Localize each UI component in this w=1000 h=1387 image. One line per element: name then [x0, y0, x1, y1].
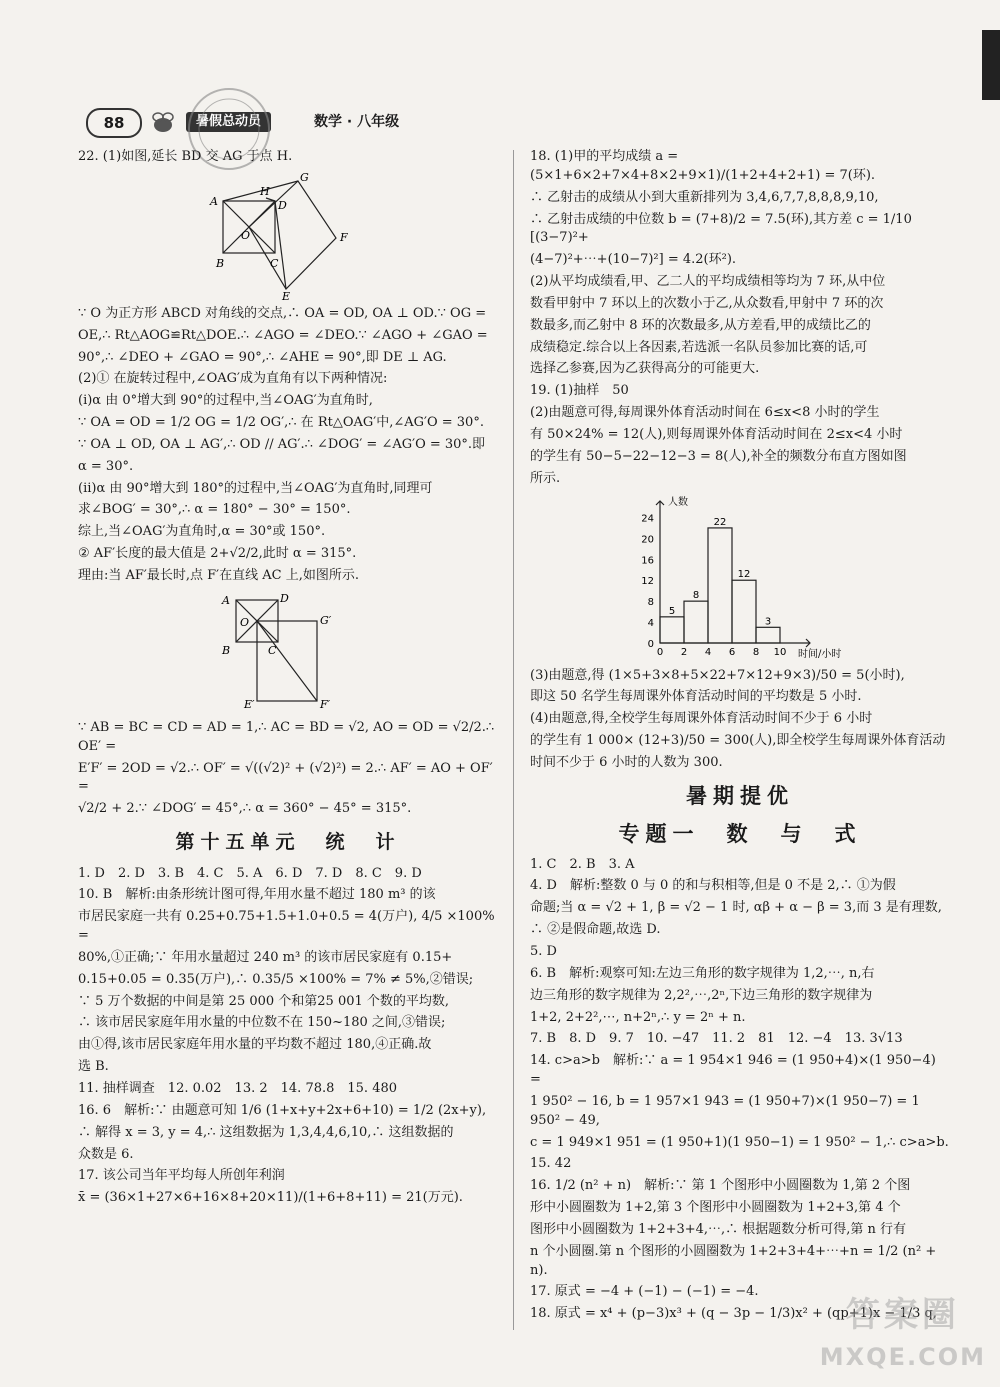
- left-column: [78, 148, 498, 1211]
- answer-line-14: 17. 该公司当年平均每人所创年利润: [78, 1168, 285, 1184]
- answer-line-9: 选 B.: [78, 1059, 109, 1075]
- q19-tail-1: (3)由题意,得 (1×5+3×8+5×22+7×12+9×3)/50 = 5(小时),: [530, 667, 905, 683]
- q19-tail-5: 时间不少于 6 小时的人数为 300.: [530, 754, 723, 770]
- histogram-bar: [732, 580, 756, 643]
- topic-answer-18: 17. 原式 = −4 + (−1) − (−1) = −4.: [530, 1284, 759, 1300]
- q18-line-5: (2)从平均成绩看,甲、乙二人的平均成绩相等均为 7 环,从中位: [530, 274, 886, 290]
- x-tick-label: 0: [656, 646, 664, 658]
- q19-line-2: (2)由题意可得,每周课外体育活动时间在 6≤x<8 小时的学生: [530, 405, 880, 421]
- topic-answer-5: 5. D: [530, 943, 557, 959]
- topic-answer-2: 4. D 解析:整数 0 与 0 的和与积相等,但是 0 不是 2,∴ ①为假: [530, 878, 896, 894]
- y-tick-label: 24: [641, 512, 654, 524]
- q18-line-1: 18. (1)甲的平均成绩 a = (5×1+6×2+7×4+8×2+9×1)/(1+2+4+2+1) = 7(环).: [530, 149, 876, 183]
- q22-line-6: ∵ OA = OD = 1/2 OG = 1/2 OG′,∴ 在 Rt△OAG′中,∠AG′O = 30°.: [78, 415, 484, 431]
- answer-line-8: 由①得,该市居民家庭年用水量的平均数不超过 180,④正确.故: [78, 1037, 432, 1053]
- topic-answer-17: n 个小圆圈.第 n 个图形的小圆圈数为 1+2+3+4+⋯+n = 1/2 (n² + n).: [530, 1243, 941, 1278]
- fig2-label-f: F′: [320, 697, 331, 711]
- q18-line-4: (4−7)²+⋯+(10−7)²] = 4.2(环²).: [530, 252, 737, 268]
- unit-title: 第十五单元 统 计: [175, 831, 401, 854]
- topic-answer-4: ∴ ②是假命题,故选 D.: [530, 922, 661, 938]
- section-title: 暑期提优: [686, 783, 794, 808]
- q22-line-9: (ⅱ)α 由 90°增大到 180°的过程中,当∠OAG′为直角时,同理可: [78, 480, 433, 496]
- x-tick-label: 8: [752, 646, 760, 658]
- fig2-label-e: E′: [244, 697, 255, 711]
- fig1-label-e: E: [282, 289, 291, 301]
- q19-line-3: 有 50×24% = 12(人),则每周课外体育活动时间在 2≤x<4 小时: [530, 426, 903, 442]
- q18-line-6: 数看甲射中 7 环以上的次数小于乙,从众数看,甲射中 7 环的次: [530, 295, 884, 311]
- q19-line-1: 19. (1)抽样 50: [530, 383, 629, 399]
- topic-answer-1: 1. C 2. B 3. A: [530, 856, 635, 872]
- topic-answer-12: c = 1 949×1 951 = (1 950+1)(1 950−1) = 1 950² − 1,∴ c>a>b.: [530, 1134, 949, 1150]
- topic-answer-16: 图形中小圆圈数为 1+2+3+4,⋯,∴ 根据题数分析可得,第 n 行有: [530, 1221, 907, 1237]
- q18-line-2: ∴ 乙射击的成绩从小到大重新排列为 3,4,6,7,7,8,8,8,9,10,: [530, 189, 879, 205]
- q19-tail-2: 即这 50 名学生每周课外体育活动时间的平均数是 5 小时.: [530, 689, 862, 705]
- q22-tail-1: ∵ AB = BC = CD = AD = 1,∴ AC = BD = √2, AO = OD = √2/2.∴ OE′ =: [78, 719, 499, 754]
- q22-tail-3: √2/2 + 2.∵ ∠DOG′ = 45°,∴ α = 360° − 45° = 315°.: [78, 801, 412, 817]
- topic-answer-19: 18. 原式 = x⁴ + (p−3)x³ + (q − 3p − 1/3)x² + (qp+1)x − 1/3 q,: [530, 1306, 937, 1322]
- answer-line-6: ∵ 5 万个数据的中间是第 25 000 个和第25 001 个数的平均数,: [78, 993, 450, 1009]
- bar-value-label: 5: [668, 605, 676, 617]
- watermark: [820, 1291, 986, 1375]
- fig1-label-h: H: [260, 184, 270, 198]
- answer-line-4: 80%,①正确;∵ 年用水量超过 240 m³ 的该市居民家庭有 0.15+: [78, 949, 453, 965]
- watermark-top: 答案圈: [845, 1294, 960, 1335]
- x-tick-label: 6: [728, 646, 736, 658]
- fig2-label-b: B: [222, 643, 231, 657]
- topic-answer-8: 1+2, 2+2²,⋯, n+2ⁿ,∴ y = 2ⁿ + n.: [530, 1009, 746, 1025]
- q18-line-8: 成绩稳定.综合以上各因素,若选派一名队员参加比赛的话,可: [530, 339, 868, 355]
- answer-line-7: ∴ 该市居民家庭年用水量的中位数不在 150~180 之间,③错误;: [78, 1015, 446, 1031]
- q22-line-1: ∵ O 为正方形 ABCD 对角线的交点,∴ OA = OD, OA ⊥ OD.∵ OG =: [78, 305, 487, 321]
- fig1-label-f: F: [340, 230, 348, 244]
- fig2-label-c: C: [268, 643, 277, 657]
- bar-value-label: 12: [737, 568, 751, 580]
- figure-square-rotation-2: [218, 590, 358, 715]
- topic-answer-9: 7. B 8. D 9. 7 10. −47 11. 2 81 12. −4 13. 3√13: [530, 1031, 903, 1047]
- topic-answer-14: 16. 1/2 (n² + n) 解析:∵ 第 1 个图形中小圆圈数为 1,第 2 个图: [530, 1178, 911, 1194]
- q18-line-9: 选择乙参赛,因为乙获得高分的可能更大.: [530, 361, 760, 377]
- bee-logo-icon: [148, 110, 178, 136]
- q18-line-3: ∴ 乙射击成绩的中位数 b = (7+8)/2 = 7.5(环),其方差 c = 1/10 [(3−7)²+: [530, 211, 916, 246]
- q22-line-4: (2)① 在旋转过程中,∠OAG′成为直角有以下两种情况:: [78, 371, 388, 387]
- fig2-label-d: D: [280, 591, 289, 605]
- answer-line-12: ∴ 解得 x = 3, y = 4,∴ 这组数据为 1,3,4,4,6,10,∴ 这组数据的: [78, 1124, 454, 1140]
- fig1-label-b: B: [216, 256, 225, 270]
- bar-value-label: 8: [692, 589, 700, 601]
- q22-line-8: α = 30°.: [78, 458, 134, 474]
- fig2-label-a: A: [222, 593, 230, 607]
- fig1-label-c: C: [270, 256, 279, 270]
- figure-square-rotation-1: [208, 171, 368, 301]
- topic-title: 专题一 数 与 式: [618, 822, 862, 847]
- book-title: 暑假总动员: [186, 112, 271, 132]
- page-number: 88: [86, 108, 142, 138]
- y-tick-label: 4: [647, 617, 654, 629]
- bar-value-label: 22: [713, 516, 727, 528]
- histogram-chart: [620, 493, 860, 663]
- y-tick-label: 20: [641, 533, 654, 545]
- q19-tail-3: (4)由题意,得,全校学生每周课外体育活动时间不少于 6 小时: [530, 711, 873, 727]
- topic-answer-13: 15. 42: [530, 1156, 572, 1172]
- answer-line-10: 11. 抽样调查 12. 0.02 13. 2 14. 78.8 15. 480: [78, 1081, 398, 1097]
- y-tick-label: 16: [641, 554, 654, 566]
- q22-intro: 22. (1)如图,延长 BD 交 AG 于点 H.: [78, 149, 293, 164]
- answer-line-11: 16. 6 解析:∵ 由题意可知 1/6 (1+x+y+2x+6+10) = 1/2 (2x+y),: [78, 1102, 487, 1118]
- y-tick-label: 0: [647, 638, 654, 650]
- y-tick-label: 8: [647, 596, 654, 608]
- q19-line-5: 所示.: [530, 470, 561, 486]
- answer-line-3: 市居民家庭一共有 0.25+0.75+1.5+1.0+0.5 = 4(万户), 4/5 ×100% =: [78, 909, 499, 944]
- q22-line-5: (ⅰ)α 由 0°增大到 90°的过程中,当∠OAG′为直角时,: [78, 393, 373, 409]
- topic-answer-15: 形中小圆圈数为 1+2,第 3 个图形中小圆圈数为 1+2+3,第 4 个: [530, 1200, 901, 1216]
- answer-line-5: 0.15+0.05 = 0.35(万户),∴ 0.35/5 ×100% = 7% ≠ 5%,②错误;: [78, 971, 474, 987]
- fig1-label-a: A: [210, 194, 218, 208]
- y-axis-label: 人数: [668, 496, 688, 508]
- fig2-label-o: O: [240, 615, 250, 629]
- fig1-label-d: D: [278, 198, 287, 212]
- q22-line-2: OE,∴ Rt△AOG≌Rt△DOE.∴ ∠AGO = ∠DEO.∵ ∠AGO + ∠GAO =: [78, 327, 488, 343]
- x-tick-label: 10: [773, 646, 787, 658]
- histogram-bar: [708, 527, 732, 642]
- bar-value-label: 3: [764, 615, 772, 627]
- x-tick-label: 4: [704, 646, 712, 658]
- column-divider: [513, 150, 514, 1330]
- topic-answer-3: 命题;当 α = √2 + 1, β = √2 − 1 时, αβ + α − β = 3,而 3 是有理数,: [530, 900, 942, 916]
- q22-line-11: 综上,当∠OAG′为直角时,α = 30°或 150°.: [78, 524, 326, 540]
- topic-answer-11: 1 950² − 16, b = 1 957×1 943 = (1 950+7)×(1 950−7) = 1 950² − 49,: [530, 1093, 924, 1128]
- answer-line-1: 1. D 2. D 3. B 4. C 5. A 6. D 7. D 8. C 9. D: [78, 865, 422, 881]
- q19-line-4: 的学生有 50−5−22−12−3 = 8(人),补全的频数分布直方图如图: [530, 448, 907, 464]
- answer-line-13: 众数是 6.: [78, 1146, 134, 1162]
- fig1-label-o: O: [241, 228, 251, 242]
- q22-line-10: 求∠BOG′ = 30°,∴ α = 180° − 30° = 150°.: [78, 502, 351, 518]
- q22-tail-2: E′F′ = 2OD = √2.∴ OF′ = √((√2)² + (√2)²) = 2.∴ AF′ = AO + OF′ =: [78, 760, 497, 795]
- q22-line-12: ② AF′长度的最大值是 2+√2/2,此时 α = 315°.: [78, 546, 357, 562]
- x-axis-label: 时间/小时: [798, 648, 842, 660]
- q18-line-7: 数最多,而乙射中 8 环的次数最多,从方差看,甲的成绩比乙的: [530, 317, 871, 333]
- q19-tail-4: 的学生有 1 000× (12+3)/50 = 300(人),即全校学生每周课外体育活动: [530, 733, 946, 749]
- q22-line-3: 90°,∴ ∠DEO + ∠GAO = 90°,∴ ∠AHE = 90°,即 DE ⊥ AG.: [78, 349, 447, 365]
- topic-answer-10: 14. c>a>b 解析:∵ a = 1 954×1 946 = (1 950+4)×(1 950−4) =: [530, 1053, 940, 1088]
- topic-answer-7: 边三角形的数字规律为 2,2²,⋯,2ⁿ,下边三角形的数字规律为: [530, 987, 873, 1003]
- q22-line-13: 理由:当 AF′最长时,点 F′在直线 AC 上,如图所示.: [78, 567, 359, 583]
- subject-label: 数学 · 八年级: [314, 114, 400, 130]
- watermark-url: MXQE.COM: [819, 1343, 986, 1372]
- histogram-bar: [756, 627, 780, 643]
- q22-line-7: ∵ OA ⊥ OD, OA ⊥ AG′,∴ OD // AG′.∴ ∠DOG′ = ∠AG′O = 30°.即: [78, 436, 486, 452]
- topic-answer-6: 6. B 解析:观察可知:左边三角形的数字规律为 1,2,⋯, n,右: [530, 965, 875, 981]
- y-tick-label: 12: [641, 575, 654, 587]
- x-tick-label: 2: [680, 646, 688, 658]
- right-column: [530, 148, 950, 1327]
- histogram-bar: [684, 601, 708, 643]
- fig2-label-g: G′: [320, 613, 332, 627]
- answer-line-2: 10. B 解析:由条形统计图可得,年用水量不超过 180 m³ 的该: [78, 887, 436, 903]
- page-edge-bar: [982, 30, 1000, 100]
- fig1-label-g: G: [300, 170, 309, 184]
- answer-line-15: x̄ = (36×1+27×6+16×8+20×11)/(1+6+8+11) = 21(万元).: [78, 1190, 463, 1206]
- histogram-bar: [660, 616, 684, 642]
